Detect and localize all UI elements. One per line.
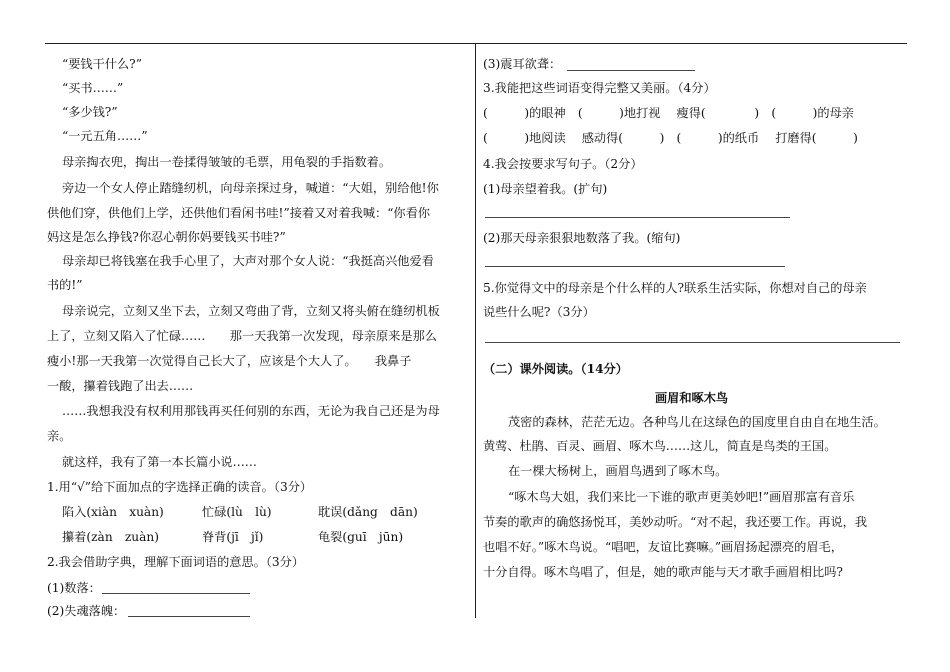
dialogue-line: “一元五角……”: [62, 129, 148, 143]
dialogue-line: “买书……”: [62, 81, 124, 95]
story-line: 十分自得。啄木鸟唱了，但是，她的歌声能与天才歌手画眉相比吗?: [483, 565, 843, 579]
column-divider: [475, 43, 476, 618]
story-line: 黄莺、杜鹃、百灵、画眉、啄木鸟……这儿，简直是鸟类的王国。: [483, 439, 837, 453]
pinyin-option: 陷入(xiàn xuàn): [62, 505, 164, 519]
passage-line: 就这样，我有了第一本长篇小说……: [62, 455, 257, 469]
section-heading: （二）课外阅读。（14分）: [483, 362, 628, 376]
header-rule: [45, 43, 907, 44]
passage-line: 母亲却已将钱塞在我手心里了，大声对那个女人说：“我挺高兴他爱看: [62, 254, 434, 268]
passage-line: 一酸，攥着钱跑了出去……: [47, 379, 194, 393]
question-4: 4.我会按要求写句子。（2分）: [483, 157, 643, 171]
passage-line: 瘦小!那一天我第一次觉得自己长大了，应该是个大人了。 我鼻子: [47, 354, 412, 368]
answer-blank[interactable]: [485, 266, 785, 267]
passage-line: 书的!”: [47, 278, 83, 292]
passage-line: 旁边一个女人停止踏缝纫机，向母亲探过身，喊道：“大姐，别给他!你: [62, 181, 439, 195]
story-line: 在一棵大杨树上，画眉鸟遇到了啄木鸟。: [508, 464, 728, 478]
story-line: 也唱不好。”啄木鸟说。“唱吧，友谊比赛嘛。”画眉扬起漂亮的眉毛，: [483, 540, 843, 554]
answer-blank[interactable]: [567, 70, 695, 71]
sub-question: (3)震耳欲聋：: [483, 57, 562, 71]
passage-line: 上了，立刻又陷入了忙碌…… 那一天我第一次发现，母亲原来是那么: [47, 329, 437, 343]
dialogue-line: “要钱干什么?”: [62, 57, 142, 71]
answer-blank[interactable]: [485, 217, 790, 218]
answer-blank[interactable]: [485, 342, 900, 343]
pinyin-option: 耽误(dǎng dān): [318, 505, 418, 519]
pinyin-option: 攥着(zàn zuàn): [62, 530, 159, 544]
question-1: 1.用“√”给下面加点的字选择正确的读音。（3分）: [47, 480, 313, 494]
sub-question: (2)那天母亲狠狠地数落了我。(缩句): [483, 231, 681, 245]
passage-line: 母亲说完，立刻又坐下去，立刻又弯曲了背，立刻又将头俯在缝纫机板: [62, 304, 440, 318]
passage-line: 供他们穿，供他们上学，还供他们看闲书哇!”接着又对着我喊：“你看你: [47, 206, 430, 220]
question-5-cont: 说些什么呢?（3分）: [483, 305, 595, 319]
passage-line: 妈这是怎么挣钱?你忍心朝你妈要钱买书哇?”: [47, 230, 286, 244]
story-line: 节奏的歌声的确悠扬悦耳，美妙动听。“对不起，我还要工作。再说，我: [483, 515, 868, 529]
story-title: 画眉和啄木鸟: [655, 391, 729, 405]
pinyin-option: 脊背(jī jǐ): [202, 530, 264, 544]
answer-blank[interactable]: [128, 616, 250, 617]
question-2: 2.我会借助字典，理解下面词语的意思。（3分）: [47, 555, 305, 569]
story-line: 茂密的森林，茫茫无边。各种鸟儿在这绿色的国度里自由自在地生活。: [508, 415, 886, 429]
word-fill-row: ( )地阅读 感动得( ) ( )的纸币 打磨得( ): [483, 131, 858, 145]
word-fill-row: ( )的眼神 ( )地打视 瘦得( ) ( )的母亲: [483, 106, 854, 120]
sub-question: (1)母亲望着我。(扩句): [483, 182, 608, 196]
question-3: 3.我能把这些词语变得完整又美丽。（4分）: [483, 81, 716, 95]
sub-question: (1)数落：: [47, 581, 101, 595]
sub-question: (2)失魂落魄：: [47, 604, 126, 618]
answer-blank[interactable]: [102, 593, 250, 594]
dialogue-line: “多少钱?”: [62, 105, 118, 119]
pinyin-option: 龟裂(guī jūn): [318, 530, 404, 544]
question-5: 5.你觉得文中的母亲是个什么样的人?联系生活实际，你想对自己的母亲: [483, 281, 867, 295]
passage-line: ……我想我没有权利用那钱再买任何别的东西，无论为我自己还是为母: [62, 404, 440, 418]
pinyin-option: 忙碌(lù lù): [202, 505, 272, 519]
passage-line: 母亲掏衣兜，掏出一卷揉得皱皱的毛票，用龟裂的手指数着。: [62, 155, 392, 169]
passage-line: 亲。: [47, 429, 72, 443]
story-line: “啄木鸟大姐，我们来比一下谁的歌声更美妙吧!”画眉那富有音乐: [508, 490, 855, 504]
